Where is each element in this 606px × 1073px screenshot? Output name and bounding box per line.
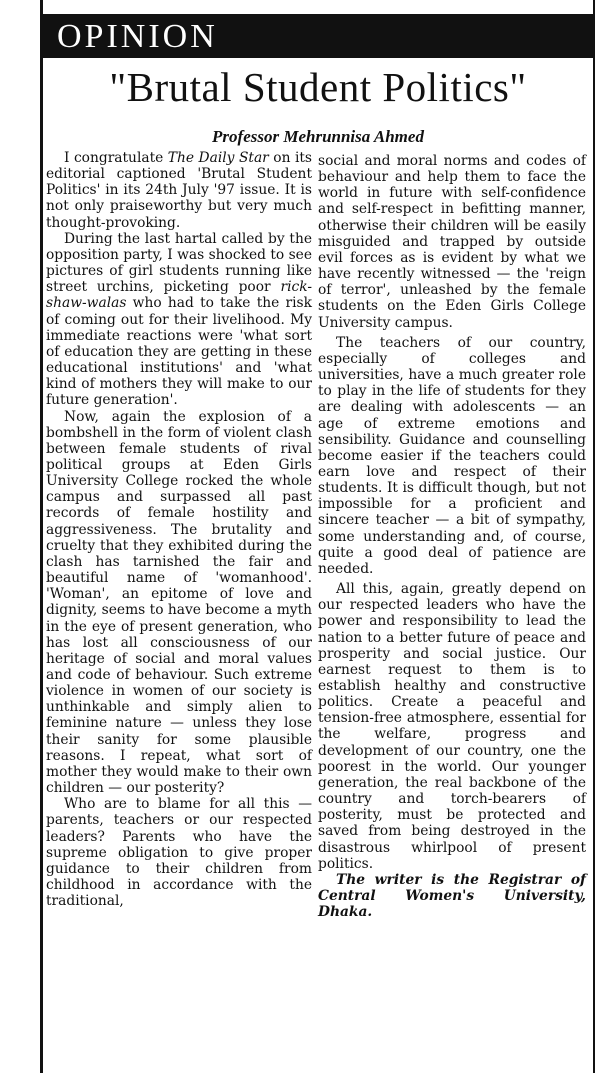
right-column: [318, 153, 586, 920]
section-label: OPINION: [57, 18, 218, 55]
paragraph-6: The teachers of our country, especially of colleges and universities, have a much greater role to play in the life of students for they are dealing with adolescents — an age of extreme emotions and sensibility. Guidance and counselling become easier if the teachers could earn love and respect of their students. It is difficult though, but not impossible for a proficient and sincere teacher — a bit of sympathy, some understanding and, of course, quite a good deal of patience are needed.: [318, 334, 586, 577]
rickshaw-term: rick-shaw-walas: [46, 279, 312, 312]
left-column: [46, 150, 312, 909]
author-byline: Professor Mehrunnisa Ahmed: [212, 127, 424, 146]
paragraph-4: Who are to blame for all this — parents, teachers or our respected leaders? Parents who have the supreme obligation to give proper guidance to their children from childhood in accordance with the traditional,: [46, 796, 312, 910]
paragraph-1: I congratulate The Daily Star on its editorial captioned 'Brutal Student Politics' in its 24th July '97 issue. It is not only praiseworthy but very much thought-provoking.: [46, 150, 312, 231]
paragraph-5: social and moral norms and codes of behaviour and help them to face the world in future with self-confidence and self-respect in befitting manner, otherwise their children will be easily misguided and trapped by outside evil forces as is evident by what we have recently witnessed — the 'reign of terror', unleashed by the female students on the Eden Girls College University campus.: [318, 153, 586, 331]
newspaper-name: The Daily Star: [167, 150, 269, 166]
left-border-rule: [40, 0, 43, 1073]
paragraph-2: During the last hartal called by the opposition party, I was shocked to see pictures of girl students running like street urchins, picketing poor rick-shaw-walas who had to take the risk of coming out for their livelihood. My immediate reactions were 'what sort of education they are getting in these educational institutions' and 'what kind of mothers they will make to our future generation'.: [46, 230, 312, 409]
paragraph-7: All this, again, greatly depend on our respected leaders who have the power and responsibility to lead the nation to a better future of peace and prosperity and social justice. Our earnest request to them is to establish healthy and constructive politics. Create a peaceful and tension-free atmosphere, essential for the welfare, progress and development of our country, one the poorest in the world. Our younger generation, the real backbone of the country and torch-bearers of posterity, must be protected and saved from being destroyed in the disastrous whirlpool of present politics.: [318, 581, 586, 872]
right-border-rule: [593, 0, 595, 1073]
author-note: The writer is the Registrar of Central Women's University, Dhaka.: [318, 871, 586, 921]
section-banner: [43, 14, 593, 58]
paragraph-3: Now, again the explosion of a bombshell in the form of violent clash between female students of rival political groups at Eden Girls University College rocked the whole campus and surpassed all past records of female hostility and aggressiveness. The brutality and cruelty that they exhibited during the clash has tarnished the fair and beautiful name of 'womanhood'. 'Woman', an epitome of love and dignity, seems to have become a myth in the eye of present generation, who has lost all consciousness of our heritage of social and moral values and code of behaviour. Such extreme violence in women of our society is unthinkable and simply alien to feminine nature — unless they lose their sanity for some plausible reasons. I repeat, what sort of mother they would make to their own children — our posterity?: [46, 408, 312, 797]
article-headline: "Brutal Student Politics": [109, 64, 527, 110]
